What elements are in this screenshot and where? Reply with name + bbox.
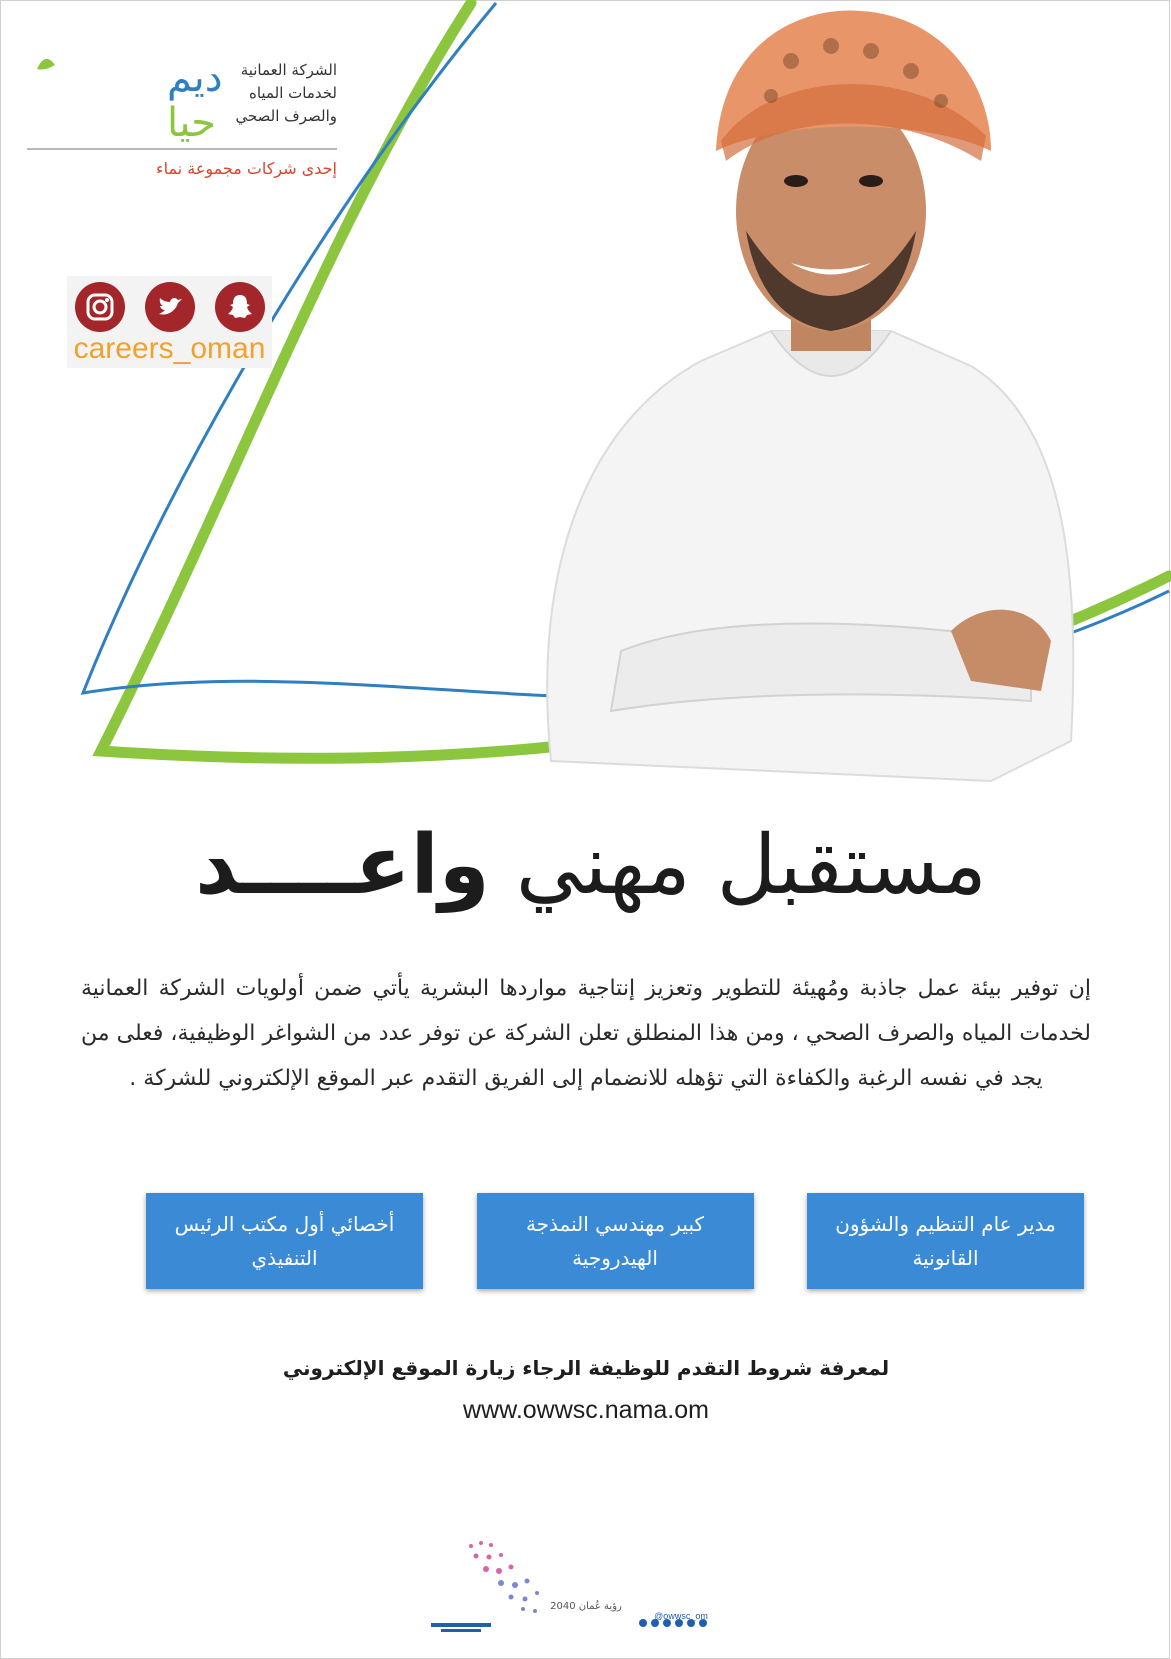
logo-company-name: [187, 59, 337, 128]
logo-divider: [27, 148, 337, 150]
twitter-icon[interactable]: [145, 282, 195, 332]
instagram-icon[interactable]: [75, 282, 125, 332]
logo-company-line3: والصرف الصحي: [235, 107, 337, 125]
footer-handle: @owwsc_om: [654, 1611, 708, 1621]
info-text: لمعرفة شروط التقدم للوظيفة الرجاء زيارة الموقع الإلكتروني: [282, 1356, 890, 1380]
person-photo: [471, 1, 1091, 791]
headline-part2: واعــــد: [195, 818, 490, 913]
footer: [431, 1531, 751, 1641]
job-list: [146, 1193, 1084, 1289]
website-link[interactable]: www.owwsc.nama.om: [463, 1396, 709, 1424]
social-block: [67, 276, 272, 368]
social-handle: careers_oman: [73, 332, 266, 365]
job-button-hydro-modeling-engineer[interactable]: كبير مهندسي النمذجة الهيدروجية: [477, 1193, 754, 1289]
headline: [41, 816, 1141, 926]
company-logo: [27, 51, 337, 191]
logo-group-line: إحدى شركات مجموعة نماء: [156, 159, 337, 178]
footer-vision: رؤية عُمان 2040: [550, 1601, 622, 1612]
logo-mark-top: ديم: [167, 55, 223, 101]
logo-company-line1: الشركة العمانية: [240, 61, 337, 79]
logo-mark: [27, 51, 223, 146]
body-paragraph: إن توفير بيئة عمل جاذبة ومُهيئة للتطوير وتعزيز إنتاجية مواردها البشرية يأتي ضمن أولويات الشركة العمانية لخدمات المياه والصرف الصحي ، ومن هذا المنطلق تعلن الشركة عن توفر عدد من الشواغر الوظيفية، فعلى من يجد في نفسه الرغبة والكفاءة التي تؤهله للانضمام إلى الفريق التقدم عبر الموقع الإلكتروني للشركة .: [81, 976, 1091, 1091]
headline-part1: مستقبل مهني: [515, 818, 987, 913]
logo-company-line2: لخدمات المياه: [249, 84, 337, 102]
logo-mark-bottom: حيا: [167, 100, 216, 146]
job-button-ceo-office-specialist[interactable]: أخصائي أول مكتب الرئيس التنفيذي: [146, 1193, 423, 1289]
vision-2040-logo: [431, 1531, 751, 1641]
snapchat-icon[interactable]: [215, 282, 265, 332]
job-button-legal-director[interactable]: مدير عام التنظيم والشؤون القانونية: [807, 1193, 1084, 1289]
